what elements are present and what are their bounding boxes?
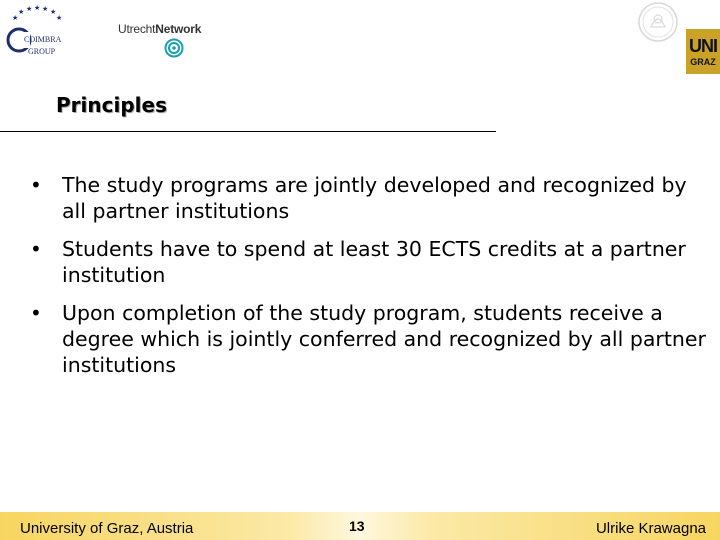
group-text: GROUP xyxy=(28,47,56,56)
bullet-item xyxy=(30,236,710,288)
svg-text:★: ★ xyxy=(12,14,19,22)
svg-text:★: ★ xyxy=(50,8,57,16)
bullet-dot-icon: • xyxy=(30,237,42,261)
bullet-text: Students have to spend at least 30 ECTS credits at a partner institution xyxy=(62,237,686,287)
uni-graz-logo-uni: UNI xyxy=(689,36,717,56)
footer-author: Ulrike Krawagna xyxy=(595,520,706,537)
slide-footer xyxy=(0,512,720,540)
bullet-item xyxy=(30,172,710,224)
bullet-dot-icon: • xyxy=(30,301,42,325)
bullet-dot-icon: • xyxy=(30,173,42,197)
star-ring-icon xyxy=(12,4,62,22)
utrecht-network-logo xyxy=(118,22,202,62)
page-number: 13 xyxy=(349,518,365,534)
university-seal-icon xyxy=(637,1,679,43)
slide-title: Principles xyxy=(56,93,167,117)
bullet-text: Upon completion of the study program, students receive a degree which is jointly conferred and recognized by all partner institutions xyxy=(62,301,706,377)
svg-text:★: ★ xyxy=(34,4,41,12)
title-divider xyxy=(0,131,496,132)
coimbra-text: COIMBRA xyxy=(24,35,62,44)
svg-text:★: ★ xyxy=(18,8,25,16)
coimbra-group-logo xyxy=(4,4,66,60)
svg-text:★: ★ xyxy=(56,14,63,22)
footer-institution: University of Graz, Austria xyxy=(20,520,194,537)
svg-text:★: ★ xyxy=(42,5,49,13)
bullet-list xyxy=(30,172,710,390)
bullet-item xyxy=(30,300,710,378)
target-icon xyxy=(164,38,184,58)
bullet-text: The study programs are jointly developed and recognized by all partner institutions xyxy=(62,173,687,223)
uni-graz-logo xyxy=(686,29,720,74)
uni-graz-logo-graz: GRAZ xyxy=(690,57,716,67)
svg-text:★: ★ xyxy=(26,5,33,13)
utrecht-network-wordmark: UtrechtNetwork xyxy=(118,22,202,36)
